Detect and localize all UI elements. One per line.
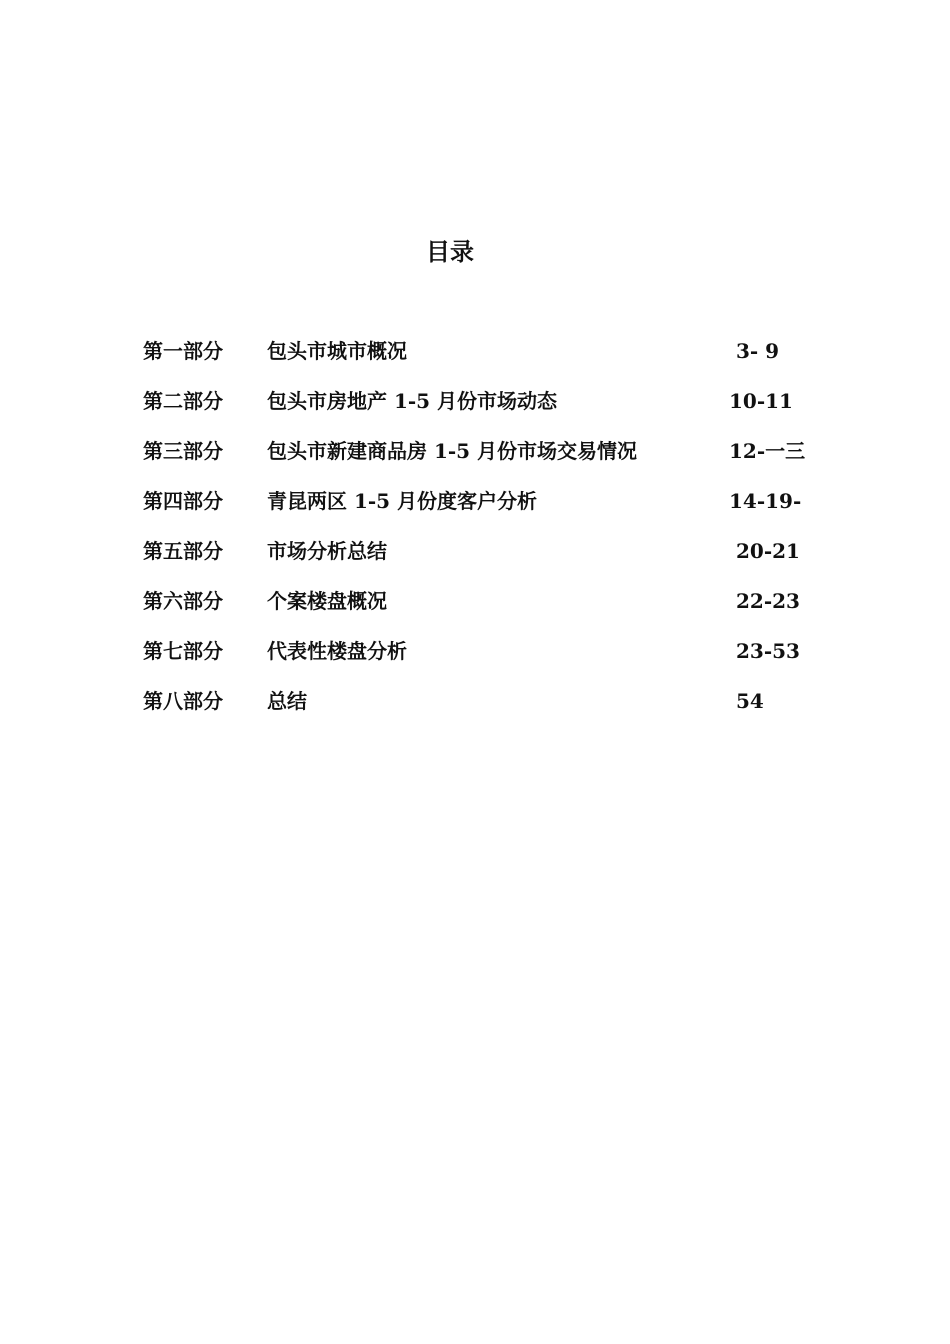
toc-page-range: 12-一三: [729, 439, 806, 463]
toc-section-title: 包头市新建商品房 1-5 月份市场交易情况: [267, 439, 638, 463]
toc-entry[interactable]: [143, 486, 843, 536]
toc-entry[interactable]: [143, 636, 843, 686]
toc-part-label: 第四部分: [143, 489, 223, 513]
table-of-contents: [143, 336, 843, 736]
toc-page-range: 14-19-: [729, 489, 802, 513]
toc-section-title: 个案楼盘概况: [267, 589, 387, 613]
toc-entry[interactable]: [143, 536, 843, 586]
toc-section-title: 包头市房地产 1-5 月份市场动态: [267, 389, 558, 413]
toc-heading: [426, 236, 474, 268]
toc-section-title: 包头市城市概况: [267, 339, 407, 363]
toc-entry[interactable]: [143, 586, 843, 636]
toc-heading-char-1: 目: [426, 237, 450, 266]
toc-page-range: 22-23: [736, 589, 800, 613]
toc-entry[interactable]: [143, 436, 843, 486]
toc-page-range: 23-53: [736, 639, 800, 663]
toc-entry[interactable]: [143, 686, 843, 736]
toc-section-title: 青昆两区 1-5 月份度客户分析: [267, 489, 538, 513]
toc-entry[interactable]: [143, 386, 843, 436]
toc-section-title: 市场分析总结: [267, 539, 387, 563]
toc-section-title: 总结: [267, 689, 307, 713]
toc-part-label: 第一部分: [143, 339, 223, 363]
toc-part-label: 第二部分: [143, 389, 223, 413]
toc-page-range: 3- 9: [736, 339, 780, 363]
toc-page-range: 20-21: [736, 539, 800, 563]
toc-part-label: 第五部分: [143, 539, 223, 563]
toc-page-range: 10-11: [729, 389, 793, 413]
toc-part-label: 第六部分: [143, 589, 223, 613]
toc-part-label: 第八部分: [143, 689, 223, 713]
toc-heading-char-2: 录: [450, 237, 474, 266]
toc-page-range: 54: [736, 689, 764, 713]
toc-section-title: 代表性楼盘分析: [267, 639, 407, 663]
toc-part-label: 第七部分: [143, 639, 223, 663]
toc-entry[interactable]: [143, 336, 843, 386]
toc-part-label: 第三部分: [143, 439, 223, 463]
